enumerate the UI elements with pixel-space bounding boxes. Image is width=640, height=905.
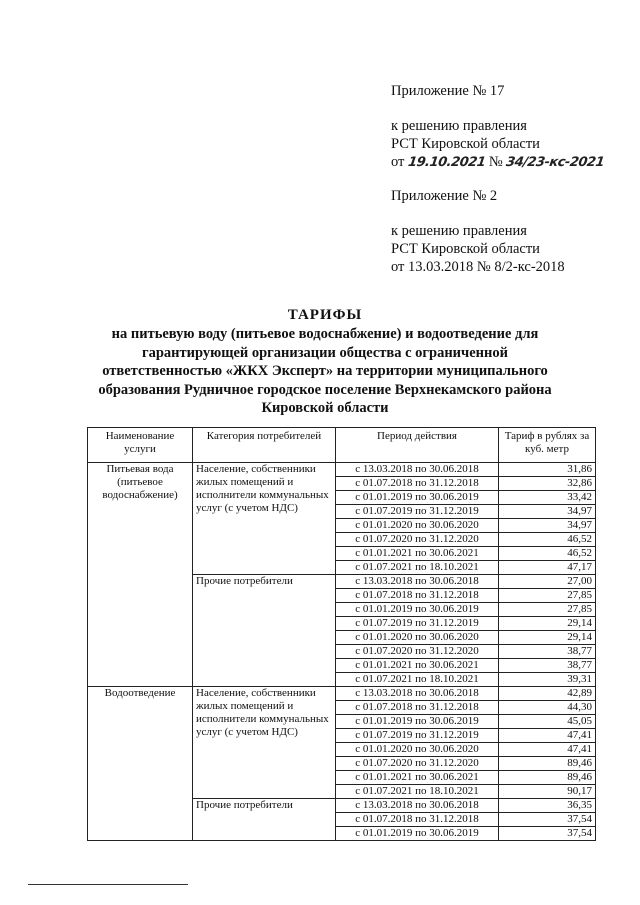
table-header-row bbox=[88, 428, 596, 463]
footnote-divider bbox=[28, 884, 188, 885]
period-cell: с 01.01.2021 по 30.06.2021 bbox=[336, 547, 499, 561]
tariff-value-cell: 29,14 bbox=[499, 617, 596, 631]
appendix-17-label: Приложение № 17 bbox=[391, 83, 505, 99]
tariff-table-body bbox=[88, 463, 596, 841]
tariff-value-cell: 33,42 bbox=[499, 491, 596, 505]
period-cell: с 01.07.2018 по 31.12.2018 bbox=[336, 477, 499, 491]
tariff-value-cell: 29,14 bbox=[499, 631, 596, 645]
period-cell: с 01.01.2019 по 30.06.2019 bbox=[336, 827, 499, 841]
title-line: образования Рудничное городское поселение Верхнекамского района bbox=[98, 381, 552, 398]
title-line: на питьевую воду (питьевое водоснабжение) и водоотведение для bbox=[111, 326, 539, 342]
appendix-2-label: Приложение № 2 bbox=[391, 188, 498, 204]
period-cell: с 01.07.2018 по 31.12.2018 bbox=[336, 701, 499, 715]
period-cell: с 13.03.2018 по 30.06.2018 bbox=[336, 575, 499, 589]
handwritten-number: 34/23-кс-2021 bbox=[505, 155, 606, 170]
tariff-value-cell: 31,86 bbox=[499, 463, 596, 477]
period-cell: с 01.07.2019 по 31.12.2019 bbox=[336, 729, 499, 743]
period-cell: с 01.01.2020 по 30.06.2020 bbox=[336, 743, 499, 757]
tariff-value-cell: 46,52 bbox=[499, 533, 596, 547]
tariff-value-cell: 27,85 bbox=[499, 603, 596, 617]
title-line: гарантирующей организации общества с ограниченной bbox=[142, 344, 508, 361]
period-cell: с 01.07.2021 по 18.10.2021 bbox=[336, 785, 499, 799]
period-cell: с 01.07.2018 по 31.12.2018 bbox=[336, 813, 499, 827]
tariff-value-cell: 47,41 bbox=[499, 743, 596, 757]
title-line: ответственностью «ЖКХ Эксперт» на территории муниципального bbox=[102, 363, 548, 379]
period-cell: с 01.01.2021 по 30.06.2021 bbox=[336, 771, 499, 785]
tariff-value-cell: 46,52 bbox=[499, 547, 596, 561]
tariff-value-cell: 44,30 bbox=[499, 701, 596, 715]
period-cell: с 01.07.2020 по 31.12.2020 bbox=[336, 757, 499, 771]
handwritten-date: 19.10.2021 bbox=[407, 155, 487, 170]
tariff-value-cell: 27,85 bbox=[499, 589, 596, 603]
decision2-line-3: от 13.03.2018 № 8/2-кс-2018 bbox=[391, 259, 565, 275]
tariff-value-cell: 37,54 bbox=[499, 827, 596, 841]
period-cell: с 01.01.2020 по 30.06.2020 bbox=[336, 631, 499, 645]
from-prefix: от bbox=[391, 154, 405, 170]
header-category: Категория потребителей bbox=[193, 428, 336, 463]
period-cell: с 01.07.2020 по 31.12.2020 bbox=[336, 645, 499, 659]
number-sign: № bbox=[488, 154, 503, 170]
decision-date-line bbox=[391, 153, 604, 172]
period-cell: с 01.01.2019 по 30.06.2019 bbox=[336, 715, 499, 729]
period-cell: с 01.07.2019 по 31.12.2019 bbox=[336, 505, 499, 519]
decision-line-2: РСТ Кировской области bbox=[391, 136, 540, 152]
tariff-value-cell: 47,41 bbox=[499, 729, 596, 743]
tariff-value-cell: 89,46 bbox=[499, 771, 596, 785]
period-cell: с 01.07.2020 по 31.12.2020 bbox=[336, 533, 499, 547]
category-cell: Прочие потребители bbox=[193, 799, 336, 841]
category-cell: Население, собственники жилых помещений и исполнители коммунальных услуг (с учетом НДС) bbox=[193, 687, 336, 799]
table-row bbox=[88, 463, 596, 477]
tariff-value-cell: 38,77 bbox=[499, 659, 596, 673]
tariff-value-cell: 45,05 bbox=[499, 715, 596, 729]
period-cell: с 01.07.2018 по 31.12.2018 bbox=[336, 589, 499, 603]
tariff-value-cell: 90,17 bbox=[499, 785, 596, 799]
title-line: Кировской области bbox=[261, 400, 389, 416]
period-cell: с 01.01.2021 по 30.06.2021 bbox=[336, 659, 499, 673]
tariff-value-cell: 42,89 bbox=[499, 687, 596, 701]
category-cell: Население, собственники жилых помещений и исполнители коммунальных услуг (с учетом НДС) bbox=[193, 463, 336, 575]
period-cell: с 13.03.2018 по 30.06.2018 bbox=[336, 687, 499, 701]
tariff-value-cell: 39,31 bbox=[499, 673, 596, 687]
decision2-line-2: РСТ Кировской области bbox=[391, 241, 540, 257]
tariff-table bbox=[87, 427, 596, 841]
period-cell: с 13.03.2018 по 30.06.2018 bbox=[336, 799, 499, 813]
tariff-value-cell: 36,35 bbox=[499, 799, 596, 813]
service-name-cell: Водоотведение bbox=[88, 687, 193, 841]
period-cell: с 01.01.2019 по 30.06.2019 bbox=[336, 603, 499, 617]
period-cell: с 01.01.2020 по 30.06.2020 bbox=[336, 519, 499, 533]
tariff-value-cell: 38,77 bbox=[499, 645, 596, 659]
period-cell: с 01.07.2021 по 18.10.2021 bbox=[336, 561, 499, 575]
title-main: ТАРИФЫ bbox=[287, 307, 363, 323]
decision-line-1: к решению правления bbox=[391, 118, 527, 134]
period-cell: с 01.07.2019 по 31.12.2019 bbox=[336, 617, 499, 631]
header-period: Период действия bbox=[336, 428, 499, 463]
period-cell: с 01.07.2021 по 18.10.2021 bbox=[336, 673, 499, 687]
decision2-line-1: к решению правления bbox=[391, 223, 527, 239]
service-name-cell: Питьевая вода (питьевое водоснабжение) bbox=[88, 463, 193, 687]
table-row bbox=[88, 687, 596, 701]
tariff-value-cell: 27,00 bbox=[499, 575, 596, 589]
header-service: Наименование услуги bbox=[88, 428, 193, 463]
header-tariff: Тариф в рублях за куб. метр bbox=[499, 428, 596, 463]
tariff-value-cell: 37,54 bbox=[499, 813, 596, 827]
tariff-value-cell: 47,17 bbox=[499, 561, 596, 575]
tariff-value-cell: 34,97 bbox=[499, 505, 596, 519]
tariff-value-cell: 34,97 bbox=[499, 519, 596, 533]
period-cell: с 01.01.2019 по 30.06.2019 bbox=[336, 491, 499, 505]
category-cell: Прочие потребители bbox=[193, 575, 336, 687]
period-cell: с 13.03.2018 по 30.06.2018 bbox=[336, 463, 499, 477]
tariff-value-cell: 32,86 bbox=[499, 477, 596, 491]
document-title bbox=[40, 306, 610, 418]
tariff-value-cell: 89,46 bbox=[499, 757, 596, 771]
